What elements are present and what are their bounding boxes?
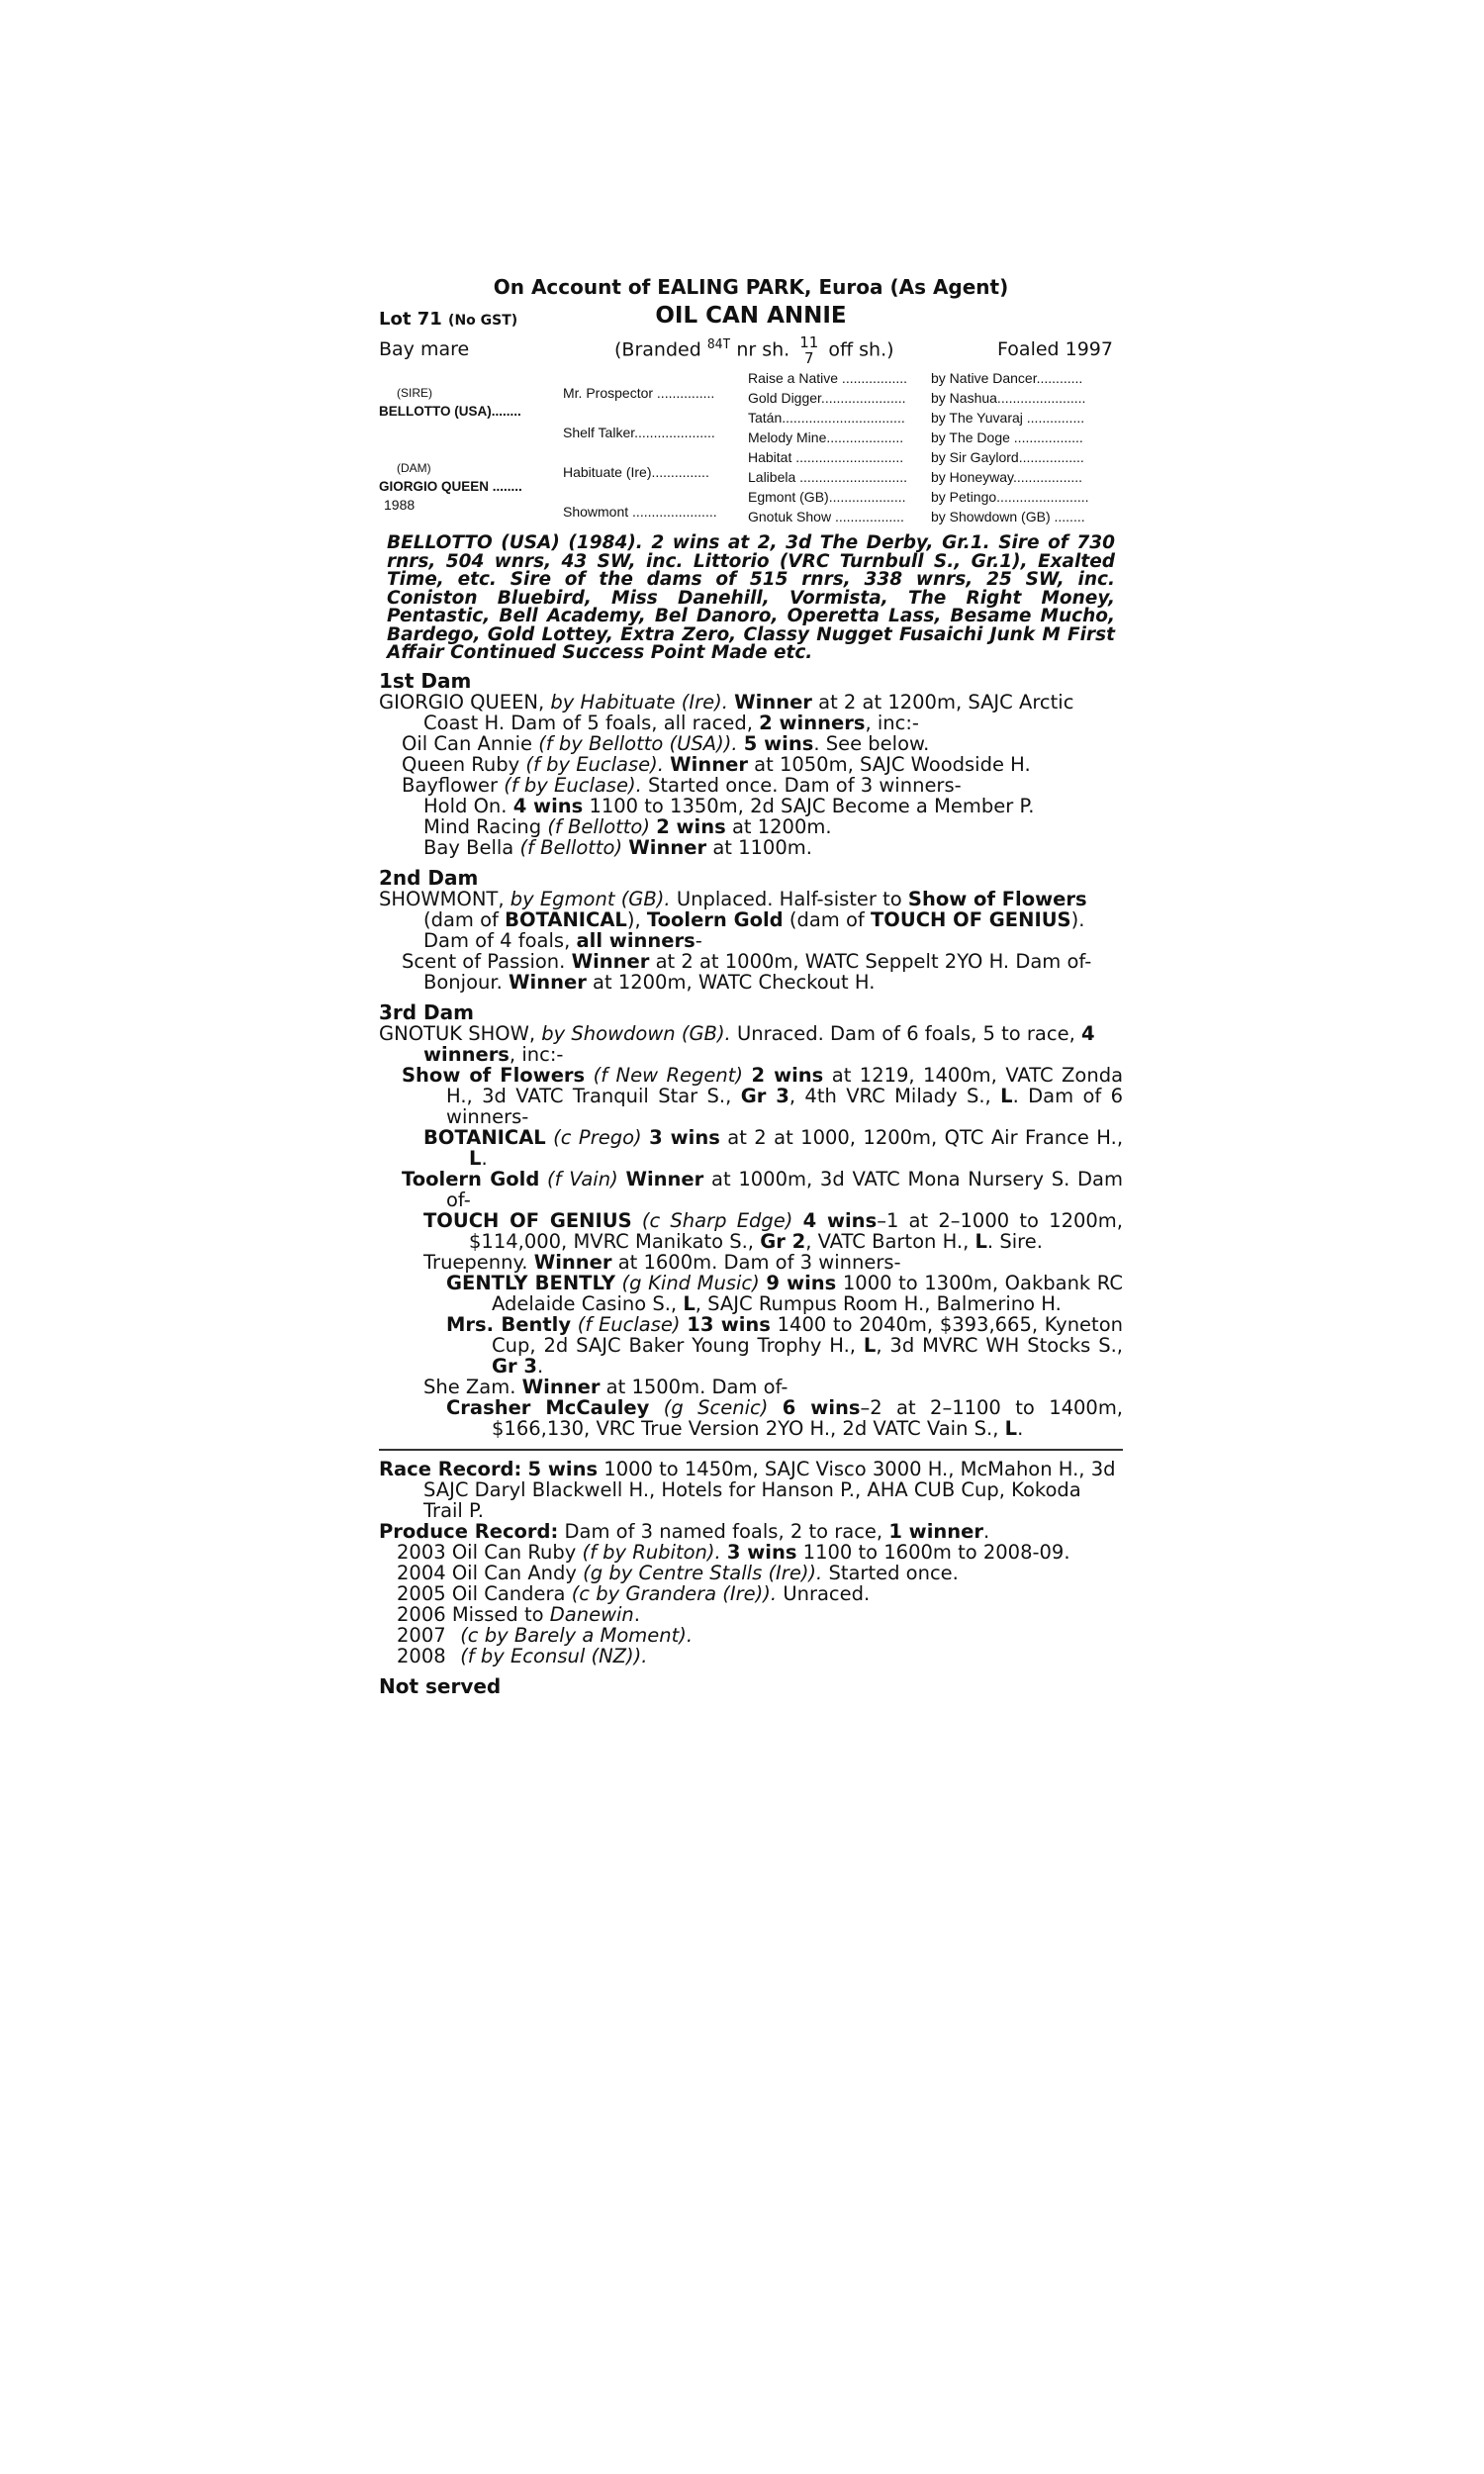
foal-name: Bay Bella (423, 835, 514, 859)
pedigree-ggg7: by Petingo........................ (931, 489, 1089, 505)
foal-wins: 4 wins (802, 1208, 878, 1232)
foal-name: Queen Ruby (402, 752, 520, 776)
foal-wins: 2 wins (751, 1063, 824, 1087)
foaled-year: Foaled 1997 (997, 338, 1113, 360)
pedigree-g1: Mr. Prospector ............... (563, 385, 715, 401)
produce-pedigree: (f by Rubiton). (582, 1540, 721, 1564)
foal-note: . See below. (813, 731, 930, 755)
foal-note: . (536, 1354, 544, 1378)
dam1-winner: Winner (734, 690, 812, 714)
list-item (379, 1625, 1123, 1646)
foal-wins: 6 wins (782, 1395, 861, 1419)
dam-name: GIORGIO QUEEN ........ (379, 479, 522, 494)
produce-foal: 2004 Oil Can Andy (397, 1561, 577, 1584)
dam2-text-10: all winners (576, 928, 696, 952)
horse-name: OIL CAN ANNIE (655, 303, 847, 329)
foal-wins: Winner (533, 1250, 612, 1274)
foal-name: She Zam. (423, 1375, 516, 1398)
foal-wins: Winner (509, 970, 587, 994)
foal-name: Mind Racing (423, 814, 542, 838)
foal-pedigree: (c Sharp Edge) (641, 1208, 793, 1232)
pedigree-gg3: Tatán................................ (748, 410, 905, 426)
first-dam-text (379, 692, 1123, 733)
pedigree-gg2: Gold Digger...................... (748, 390, 906, 406)
pedigree-gg4: Melody Mine.................... (748, 429, 904, 445)
brand-number (799, 334, 818, 366)
foal-wins: Winner (628, 835, 707, 859)
foal-note: at 2 at 1000, 1200m, QTC Air France H., (727, 1125, 1124, 1149)
sire-summary: BELLOTTO (USA) (1984). 2 wins at 2, 3d The Derby, Gr.1. Sire of 730 rnrs, 504 wnrs, 43 SW, inc. Littorio (VRC Turnbull S., Gr.1), Exalted Time, etc. Sire of the dams of 515 rnrs, 338 wnrs, 25 SW, inc. Coniston Bluebird, Miss Danehill, Vormista, The Right Money, Pentastic, Bell Academy, Bel Danoro, Operetta Lass, Besame Mucho, Bardego, Gold Lottey, Extra Zero, Classy Nugget Fusaichi Junk M First Affair Continued Success Point Made etc. (387, 532, 1115, 663)
list-item (379, 816, 1123, 837)
brand-mid: nr sh. (736, 338, 790, 361)
not-served: Not served (379, 1673, 502, 1698)
brand-num: 11 (799, 333, 819, 351)
gst-note: (No GST) (448, 313, 518, 329)
consignor-line: On Account of EALING PARK, Euroa (As Agent) (493, 275, 1009, 299)
race-record (379, 1459, 1123, 1521)
foal-name: GENTLY BENTLY (446, 1271, 615, 1294)
list-item (379, 733, 1123, 754)
pedigree-ggg1: by Native Dancer............ (931, 370, 1083, 386)
list-item (379, 1065, 1123, 1127)
third-dam-text (379, 1023, 1123, 1065)
foal-name: BOTANICAL (423, 1125, 546, 1149)
foal-note: at 1000m, 3d VATC Mona Nursery S. Dam of- (446, 1167, 1124, 1211)
pedigree-ggg6: by Honeyway.................. (931, 469, 1083, 485)
foal-grade: L (863, 1333, 877, 1357)
foal-note: 1100 to 1350m, 2d SAJC Become a Member P. (589, 794, 1035, 817)
produce-pedigree: Danewin (549, 1602, 634, 1626)
list-item (379, 1542, 1123, 1563)
pedigree-gg5: Habitat ............................ (748, 449, 904, 465)
brand-description (614, 334, 894, 366)
lot-number (379, 309, 517, 330)
pedigree-gg1: Raise a Native ................. (748, 370, 908, 386)
foal-wins: Winner (625, 1167, 704, 1190)
list-item (379, 1252, 1123, 1273)
sex-colour: Bay mare (379, 338, 470, 360)
foal-note: . (1017, 1416, 1024, 1440)
produce-pedigree: (g by Centre Stalls (Ire)). (583, 1561, 823, 1584)
dam1-name: GIORGIO QUEEN, (379, 690, 545, 714)
foal-pedigree: (f Vain) (547, 1167, 618, 1190)
foal-note: 1400 to 2040m, $393,665, Kyneton Cup, 2d SAJC Baker Young Trophy H., (492, 1312, 1123, 1357)
brand-close: off sh.) (828, 338, 894, 361)
section-divider (379, 1449, 1123, 1451)
foal-name: TOUCH OF GENIUS (423, 1208, 632, 1232)
brand-row (379, 331, 1123, 370)
second-dam-text (379, 889, 1123, 951)
foal-note: Started once. Dam of 3 winners- (647, 773, 962, 797)
dam2-name: SHOWMONT, (379, 887, 505, 910)
dam2-text-6: Toolern Gold (646, 907, 784, 931)
foal-name: Toolern Gold (402, 1167, 540, 1190)
produce-record-end: . (983, 1519, 990, 1543)
list-item (379, 1169, 1123, 1210)
lot-label: Lot 71 (379, 309, 442, 330)
foal-note: at 1200m. (731, 814, 832, 838)
dam1-detail: at 2 at 1200m, SAJC Arctic Coast H. Dam of 5 foals, all raced, (423, 690, 1074, 734)
foal-note: at 1100m. (712, 835, 812, 859)
list-item (379, 1273, 1123, 1314)
foal-note: . Dam of 6 winners- (446, 1084, 1124, 1128)
produce-wins: 3 wins (726, 1540, 797, 1564)
foal-note: , VATC Barton H., (805, 1229, 970, 1253)
produce-note: . (633, 1602, 640, 1626)
foal-grade: Gr 3 (740, 1084, 789, 1107)
dam-year: 1988 (384, 497, 416, 513)
pedigree-g3: Habituate (Ire)............... (563, 464, 709, 480)
list-item (379, 837, 1123, 858)
foal-note: at 2 at 1000m, WATC Seppelt 2YO H. Dam of- (655, 949, 1092, 973)
dam1-inc: , inc:- (865, 711, 919, 734)
first-dam-heading: 1st Dam (379, 668, 472, 693)
foal-wins: 2 wins (656, 814, 726, 838)
foal-grade: L (1000, 1084, 1013, 1107)
foal-note: . Sire. (986, 1229, 1043, 1253)
list-item (379, 1583, 1123, 1604)
foal-name: Oil Can Annie (402, 731, 532, 755)
pedigree-gg8: Gnotuk Show .................. (748, 509, 904, 524)
brand-open: (Branded (614, 338, 701, 361)
dam2-text-7: (dam of (788, 907, 865, 931)
list-item (379, 796, 1123, 816)
foal-note: at 1219, 1400m, VATC Zonda H., 3d VATC Tranquil Star S., (446, 1063, 1124, 1107)
race-record-text: 1000 to 1450m, SAJC Visco 3000 H., McMahon H., 3d SAJC Daryl Blackwell H., Hotels for Hanson P., AHA CUB Cup, Kokoda Trail P. (423, 1457, 1116, 1522)
dam2-sire: by Egmont (GB). (510, 887, 671, 910)
list-item (379, 972, 1123, 993)
foal-pedigree: (f Euclase) (577, 1312, 681, 1336)
list-item (379, 1646, 1123, 1666)
produce-note: Unraced. (783, 1581, 871, 1605)
produce-note: 1100 to 1600m to 2008-09. (802, 1540, 1070, 1564)
foal-pedigree: (f by Euclase). (504, 773, 642, 797)
dam1-sire: by Habituate (Ire). (550, 690, 728, 714)
produce-year: 2007 (397, 1623, 446, 1647)
produce-record-text: Dam of 3 named foals, 2 to race, (564, 1519, 883, 1543)
foal-pedigree: (f by Euclase). (525, 752, 664, 776)
foal-pedigree: (c Prego) (553, 1125, 642, 1149)
produce-year: 2008 (397, 1644, 446, 1667)
produce-pedigree: (f by Econsul (NZ)). (460, 1644, 648, 1667)
foal-grade: L (974, 1229, 987, 1253)
dam2-text-4: BOTANICAL (505, 907, 627, 931)
foal-note: at 1600m. Dam of 3 winners- (617, 1250, 901, 1274)
foal-pedigree: (g Kind Music) (621, 1271, 760, 1294)
catalogue-page (379, 275, 1123, 1698)
list-item (379, 1210, 1123, 1252)
foal-name: Bonjour. (423, 970, 503, 994)
foal-wins: 13 wins (687, 1312, 771, 1336)
foal-note: , 4th VRC Milady S., (788, 1084, 991, 1107)
foal-wins: Winner (670, 752, 748, 776)
produce-record-label: Produce Record: (379, 1519, 559, 1543)
foal-pedigree: (f Bellotto) (519, 835, 623, 859)
foal-name: Truepenny. (423, 1250, 528, 1274)
list-item (379, 1604, 1123, 1625)
list-item (379, 1127, 1123, 1169)
foal-wins: Winner (521, 1375, 601, 1398)
foal-note: 1000 to 1300m, Oakbank RC Adelaide Casino S., (492, 1271, 1124, 1315)
third-dam-heading: 3rd Dam (379, 999, 474, 1024)
foal-note: –2 at 2–1100 to 1400m, $166,130, VRC True Version 2YO H., 2d VATC Vain S., (492, 1395, 1124, 1440)
foal-pedigree: (g Scenic) (663, 1395, 769, 1419)
sire-tag: (SIRE) (397, 386, 432, 400)
brand-mark: 84T (706, 337, 731, 353)
list-item (379, 1397, 1123, 1439)
produce-foal: 2005 Oil Candera (397, 1581, 566, 1605)
list-item (379, 1563, 1123, 1583)
foal-pedigree: (f New Regent) (593, 1063, 744, 1087)
produce-note: Started once. (828, 1561, 959, 1584)
dam3-text-3: , inc:- (509, 1042, 564, 1066)
pedigree-table (379, 370, 1123, 530)
list-item (379, 951, 1123, 972)
foal-wins: 3 wins (649, 1125, 720, 1149)
dam2-text-2: Show of Flowers (907, 887, 1087, 910)
pedigree-ggg3: by The Yuvaraj ............... (931, 410, 1085, 426)
foal-grade: L (1004, 1416, 1018, 1440)
dam2-text-1: Unplaced. Half-sister to (676, 887, 902, 910)
foal-pedigree: (f by Bellotto (USA)). (538, 731, 738, 755)
foal-wins: 4 wins (512, 794, 584, 817)
dam-tag: (DAM) (397, 461, 431, 475)
dam1-winners: 2 winners (759, 711, 866, 734)
dam3-text-2: 4 winners (423, 1021, 1095, 1066)
foal-note: , SAJC Rumpus Room H., Balmerino H. (695, 1291, 1062, 1315)
foal-note: , 3d MVRC WH Stocks S., (876, 1333, 1123, 1357)
dam2-text-5: ), (626, 907, 641, 931)
foal-wins: 9 wins (766, 1271, 837, 1294)
foal-note: –1 at 2–1000 to 1200m, $114,000, MVRC Manikato S., (469, 1208, 1123, 1253)
produce-foal: 2006 Missed to (397, 1602, 544, 1626)
foal-wins: Winner (571, 949, 650, 973)
pedigree-ggg4: by The Doge .................. (931, 429, 1083, 445)
foal-name: Mrs. Bently (446, 1312, 572, 1336)
foal-name: Crasher McCauley (446, 1395, 650, 1419)
foal-grade: L (469, 1146, 482, 1170)
foal-wins: 5 wins (743, 731, 814, 755)
pedigree-g4: Showmont ...................... (563, 504, 717, 520)
foal-name: Scent of Passion. (402, 949, 566, 973)
dam3-sire: by Showdown (GB). (541, 1021, 731, 1045)
produce-pedigree: (c by Barely a Moment). (460, 1623, 694, 1647)
dam2-text-3: (dam of (423, 907, 499, 931)
dam2-text-8: TOUCH OF GENIUS (870, 907, 1071, 931)
list-item (379, 1314, 1123, 1377)
pedigree-ggg8: by Showdown (GB) ........ (931, 509, 1085, 524)
dam3-text-1: Unraced. Dam of 6 foals, 5 to race, (736, 1021, 1075, 1045)
pedigree-gg6: Lalibela ............................ (748, 469, 908, 485)
brand-den: 7 (804, 349, 814, 367)
dam2-text-11: - (695, 928, 702, 952)
dam2-text-9: ). Dam of 4 foals, (423, 907, 1085, 952)
pedigree-g2: Shelf Talker..................... (563, 425, 715, 440)
sire-name: BELLOTTO (USA)........ (379, 404, 521, 419)
foal-grade: Gr 2 (760, 1229, 806, 1253)
pedigree-ggg2: by Nashua....................... (931, 390, 1086, 406)
foal-note: at 1200m, WATC Checkout H. (593, 970, 876, 994)
second-dam-heading: 2nd Dam (379, 865, 479, 890)
foal-grade: L (683, 1291, 696, 1315)
pedigree-gg7: Egmont (GB).................... (748, 489, 906, 505)
foal-note: . (481, 1146, 488, 1170)
foal-name: Hold On. (423, 794, 508, 817)
produce-record (379, 1521, 1123, 1542)
list-item (379, 775, 1123, 796)
foal-grade: Gr 3 (492, 1354, 537, 1378)
lot-row (379, 303, 1123, 331)
foal-name: Show of Flowers (402, 1063, 586, 1087)
pedigree-ggg5: by Sir Gaylord................. (931, 449, 1084, 465)
list-item (379, 754, 1123, 775)
produce-foal: 2003 Oil Can Ruby (397, 1540, 577, 1564)
produce-record-winners: 1 winner (888, 1519, 983, 1543)
produce-pedigree: (c by Grandera (Ire)). (571, 1581, 778, 1605)
race-record-label: Race Record: (379, 1457, 522, 1480)
list-item (379, 1377, 1123, 1397)
dam3-name: GNOTUK SHOW, (379, 1021, 536, 1045)
foal-note: at 1050m, SAJC Woodside H. (754, 752, 1031, 776)
foal-note: at 1500m. Dam of- (605, 1375, 788, 1398)
race-record-wins: 5 wins (527, 1457, 599, 1480)
foal-name: Bayflower (402, 773, 499, 797)
foal-pedigree: (f Bellotto) (547, 814, 650, 838)
